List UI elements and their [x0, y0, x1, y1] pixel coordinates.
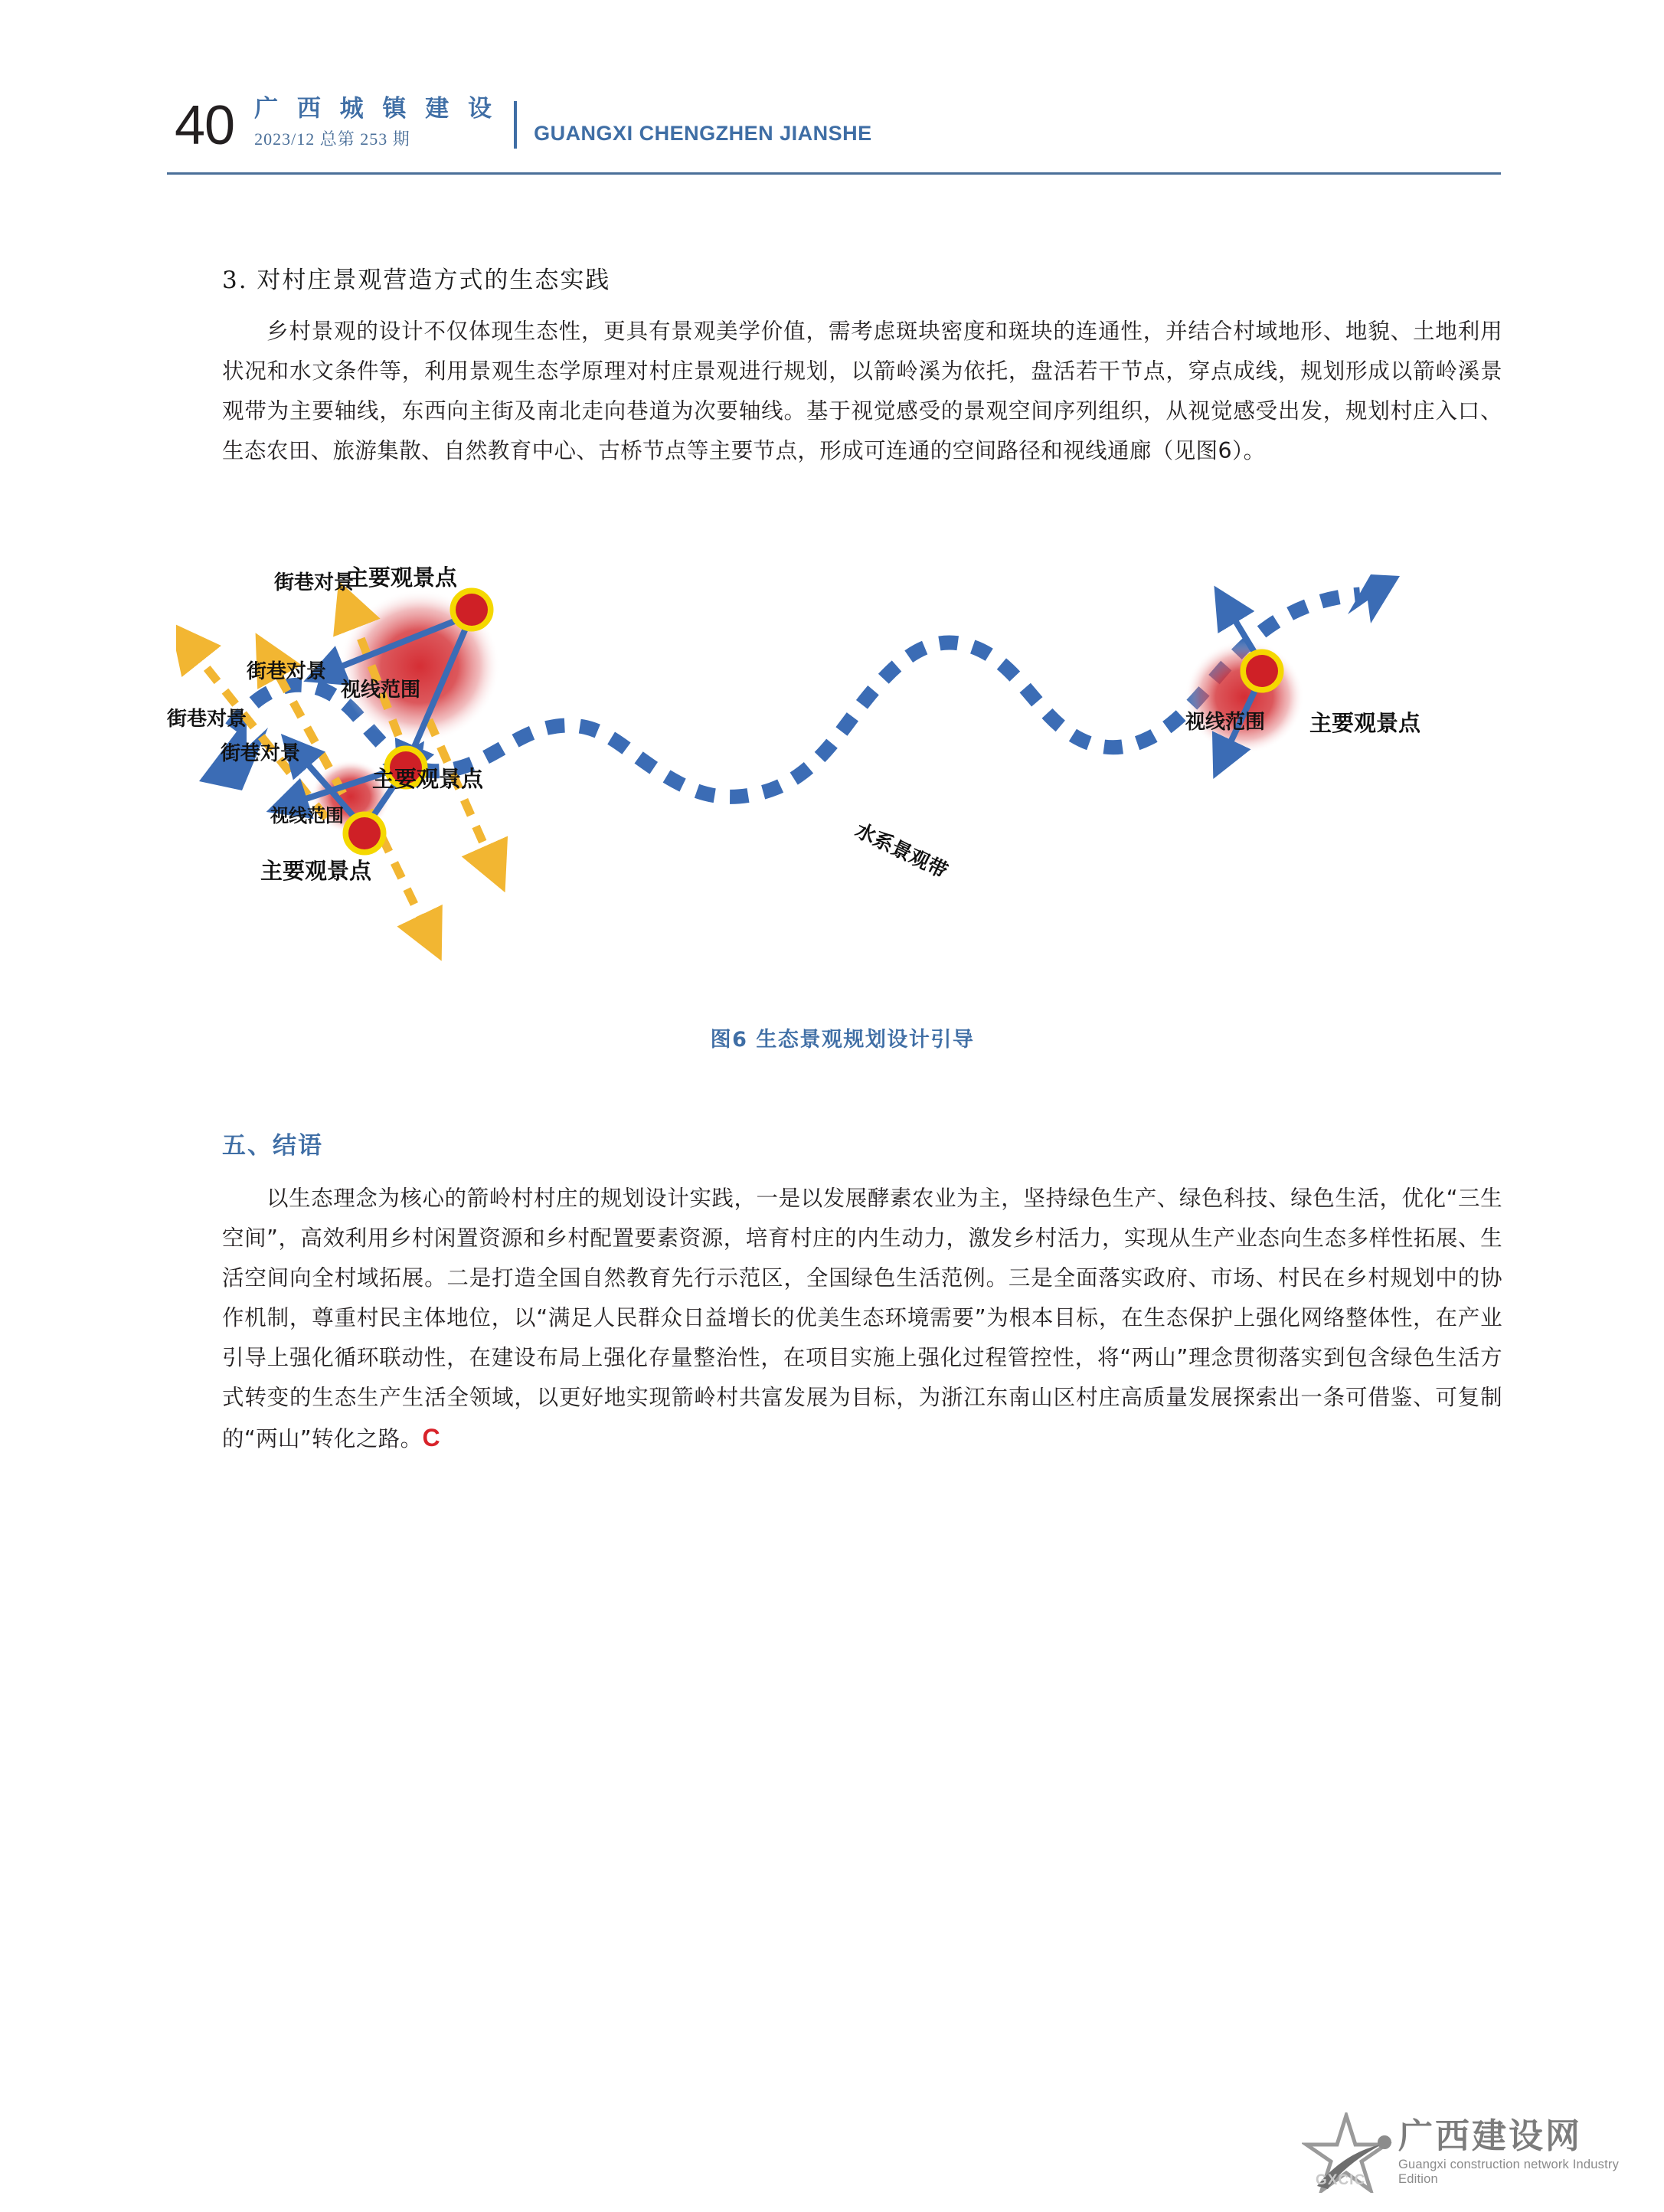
- article-body: [222, 260, 1502, 471]
- figure-label-sight-range-1: 视线范围: [341, 679, 421, 702]
- section-5-heading: 五、结语: [222, 1132, 323, 1160]
- figure-label-sight-range-2: 视线范围: [270, 805, 344, 826]
- figure-label-alley-view-1: 街巷对景: [274, 571, 355, 594]
- figure-label-water-belt: 水系景观带: [851, 819, 951, 884]
- page-number: 40: [175, 94, 235, 156]
- logo-mark-text: GXCIC: [1316, 2171, 1366, 2188]
- figure-6: [167, 564, 1509, 1052]
- conclusion-block: [222, 1126, 1502, 1459]
- journal-issue: 2023/12 总第 253 期: [254, 129, 410, 149]
- sight-glow-right: [1185, 640, 1304, 754]
- figure-label-alley-view-3: 街巷对景: [167, 708, 247, 731]
- star-icon: [1302, 2112, 1392, 2193]
- page-masthead: [175, 83, 872, 156]
- footer-logo-en: Guangxi construction network Industry Edition: [1398, 2158, 1620, 2187]
- figure-label-sight-range-3: 视线范围: [1185, 711, 1266, 734]
- footer-logo: [1302, 2102, 1646, 2202]
- footer-logo-text: [1398, 2115, 1646, 2187]
- figure-6-caption: 图6 生态景观规划设计引导: [710, 1028, 975, 1052]
- journal-title-en: GUANGXI CHENGZHEN JIANSHE: [534, 122, 872, 145]
- figure-label-alley-view-4: 街巷对景: [221, 742, 301, 765]
- journal-title-block: [254, 94, 497, 152]
- section-3-heading: 3. 对村庄景观营造方式的生态实践: [222, 267, 611, 294]
- figure-6-diagram: [176, 574, 1509, 1019]
- article-end-mark: C: [422, 1424, 441, 1451]
- journal-title-cn: 广 西 城 镇 建 设: [254, 95, 498, 123]
- section-5-paragraph: [222, 1179, 1502, 1459]
- footer-logo-cn: 广西建设网: [1398, 2115, 1583, 2156]
- header-rule: [167, 172, 1501, 175]
- figure-label-alley-view-2: 街巷对景: [247, 660, 327, 683]
- masthead-divider: [514, 101, 517, 149]
- figure-label-viewpoint-1: 主要观景点: [346, 564, 458, 591]
- section-3-paragraph: 乡村景观的设计不仅体现生态性，更具有景观美学价值，需考虑斑块密度和斑块的连通性，并结合村域地形、地貌、土地利用状况和水文条件等，利用景观生态学原理对村庄景观进行规划，以箭岭溪为依托，盘活若干节点，穿点成线，规划形成以箭岭溪景观带为主要轴线，东西向主街及南北走向巷道为次要轴线。基于视觉感受的景观空间序列组织，从视觉感受出发，规划村庄入口、生态农田、旅游集散、自然教育中心、古桥节点等主要节点，形成可连通的空间路径和视线通廊（见图6）。: [222, 319, 1502, 463]
- figure-label-viewpoint-3: 主要观景点: [260, 858, 372, 884]
- figure-label-viewpoint-2: 主要观景点: [372, 766, 484, 792]
- section-5-text: 以生态理念为核心的箭岭村村庄的规划设计实践，一是以发展酵素农业为主，坚持绿色生产、绿色科技、绿色生活，优化“三生空间”，高效利用乡村闲置资源和乡村配置要素资源，培育村庄的内生动力，激发乡村活力，实现从生产业态向生态多样性拓展、生活空间向全村域拓展。二是打造全国自然教育先行示范区，全国绿色生活范例。三是全面落实政府、市场、村民在乡村规划中的协作机制，尊重村民主体地位，以“满足人民群众日益增长的优美生态环境需要”为根本目标，在生态保护上强化网络整体性，在产业引导上强化循环联动性，在建设布局上强化存量整治性，在项目实施上强化过程管控性，将“两山”理念贯彻落实到包含绿色生活方式转变的生态生产生活全领域，以更好地实现箭岭村共富发展为目标，为浙江东南山区村庄高质量发展探索出一条可借鉴、可复制的“两山”转化之路。: [222, 1186, 1502, 1451]
- figure-label-viewpoint-4: 主要观景点: [1309, 710, 1421, 736]
